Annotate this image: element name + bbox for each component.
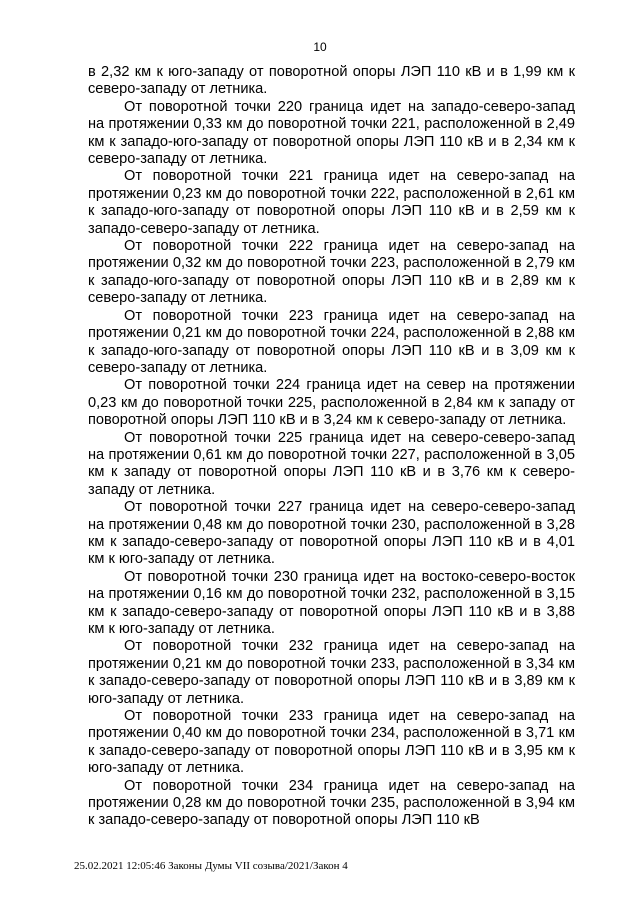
footer-document-stamp: 25.02.2021 12:05:46 Законы Думы VII созыва/2021/Закон 4: [74, 860, 348, 872]
paragraph: От поворотной точки 227 граница идет на северо-северо-запад на протяжении 0,48 км до поворотной точки 230, расположенной в 3,28 км к западо-северо-западу от поворотной опоры ЛЭП 110 кВ и в 4,01 км к юго-западу от летника.: [88, 499, 575, 568]
paragraph: От поворотной точки 232 граница идет на северо-запад на протяжении 0,21 км до поворотной точки 233, расположенной в 3,34 км к западо-северо-западу от поворотной опоры ЛЭП 110 кВ и в 3,89 км к юго-западу от летника.: [88, 638, 575, 707]
paragraph: От поворотной точки 223 граница идет на северо-запад на протяжении 0,21 км до поворотной точки 224, расположенной в 2,88 км к западо-юго-западу от поворотной опоры ЛЭП 110 кВ и в 3,09 км к северо-западу от летника.: [88, 307, 575, 376]
paragraph-continuation: в 2,32 км к юго-западу от поворотной опоры ЛЭП 110 кВ и в 1,99 км к северо-западу от летника.: [88, 64, 575, 98]
paragraph: От поворотной точки 220 граница идет на западо-северо-запад на протяжении 0,33 км до поворотной точки 221, расположенной в 2,49 км к западо-юго-западу от поворотной опоры ЛЭП 110 кВ и в 2,34 км к северо-западу от летника.: [88, 98, 575, 168]
page-number: 10: [313, 40, 327, 54]
paragraph: От поворотной точки 224 граница идет на север на протяжении 0,23 км до поворотной точки 225, расположенной в 2,84 км к западу от поворотной опоры ЛЭП 110 кВ и в 3,24 км к северо-западу от летника.: [88, 377, 575, 429]
paragraph: От поворотной точки 222 граница идет на северо-запад на протяжении 0,32 км до поворотной точки 223, расположенной в 2,79 км к западо-юго-западу от поворотной опоры ЛЭП 110 кВ и в 2,89 км к северо-западу от летника.: [88, 238, 575, 307]
paragraph: От поворотной точки 230 граница идет на востоко-северо-восток на протяжении 0,16 км до поворотной точки 232, расположенной в 3,15 км к западо-северо-западу от поворотной опоры ЛЭП 110 кВ и в 3,88 км к юго-западу от летника.: [88, 568, 575, 637]
paragraph: От поворотной точки 221 граница идет на северо-запад на протяжении 0,23 км до поворотной точки 222, расположенной в 2,61 км к западо-юго-западу от поворотной опоры ЛЭП 110 кВ и в 2,59 км к западо-северо-западу от летника.: [88, 168, 575, 237]
paragraph: От поворотной точки 234 граница идет на северо-запад на протяжении 0,28 км до поворотной точки 235, расположенной в 3,94 км к западо-северо-западу от поворотной опоры ЛЭП 110 кВ: [88, 777, 575, 829]
document-body: [88, 64, 575, 830]
paragraph: От поворотной точки 233 граница идет на северо-запад на протяжении 0,40 км до поворотной точки 234, расположенной в 3,71 км к западо-северо-западу от поворотной опоры ЛЭП 110 кВ и в 3,95 км к юго-западу от летника.: [88, 708, 575, 777]
paragraph: От поворотной точки 225 граница идет на северо-северо-запад на протяжении 0,61 км до поворотной точки 227, расположенной в 3,05 км к западу от поворотной опоры ЛЭП 110 кВ и в 3,76 км к северо-западу от летника.: [88, 429, 575, 498]
